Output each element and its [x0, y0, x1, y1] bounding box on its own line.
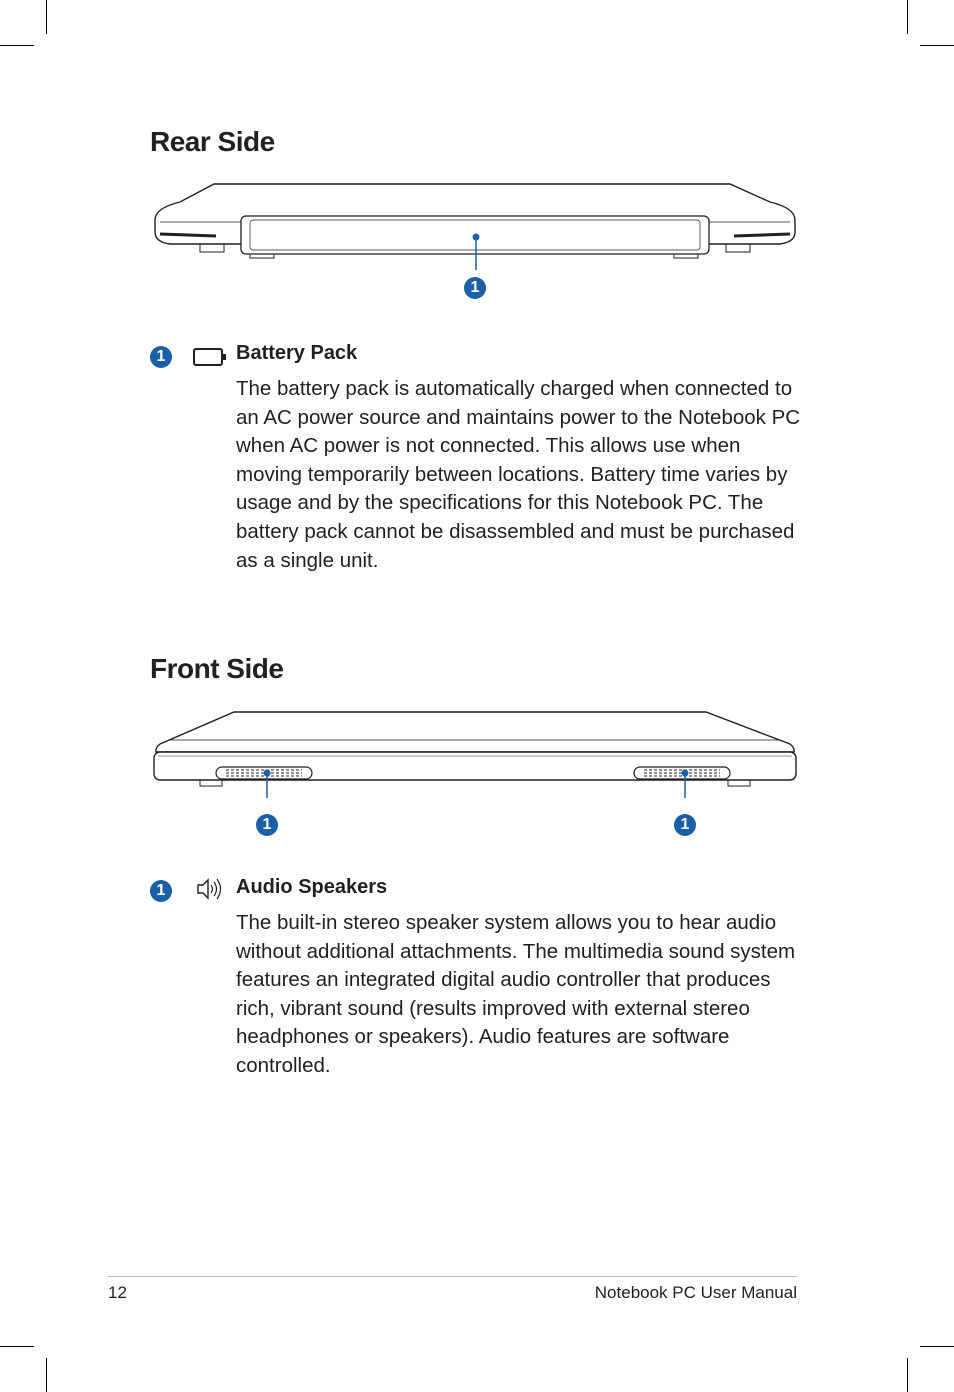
rear-callout-1: 1 — [464, 277, 486, 299]
crop-mark — [907, 0, 908, 34]
battery-pack-description: The battery pack is automatically charged when connected to an AC power source and maintains power to the Notebook PC when AC power is not connected. This allows use when moving temporarily between locations. Battery time varies by usage and by the specifications for this Notebook PC. The battery pack cannot be disassembled and must be purchased as a single unit. — [236, 377, 801, 572]
crop-mark — [920, 45, 954, 46]
crop-mark — [0, 1346, 34, 1347]
rear-side-title: Rear Side — [150, 126, 275, 157]
crop-mark — [46, 1358, 47, 1392]
front-side-title: Front Side — [150, 653, 284, 684]
manual-title: Notebook PC User Manual — [594, 1283, 797, 1302]
audio-speakers-description: The built-in stereo speaker system allows you to hear audio without additional attachments. The multimedia sound system features an integrated digital audio controller that produces rich, vibrant sound (results improved with external stereo headphones or speakers). Audio features are software controlled. — [236, 911, 796, 1077]
battery-pack-title: Battery Pack — [236, 342, 358, 364]
battery-item-number: 1 — [150, 346, 172, 368]
speaker-icon — [195, 876, 223, 902]
front-side-diagram — [150, 708, 800, 798]
speaker-item-number: 1 — [150, 880, 172, 902]
crop-mark — [907, 1358, 908, 1392]
crop-mark — [920, 1346, 954, 1347]
front-callout-left: 1 — [256, 814, 278, 836]
front-callout-right: 1 — [674, 814, 696, 836]
audio-speakers-title: Audio Speakers — [236, 876, 388, 898]
page-number: 12 — [108, 1283, 127, 1302]
rear-side-diagram — [150, 180, 800, 270]
crop-mark — [46, 0, 47, 34]
battery-icon — [193, 347, 227, 367]
footer-divider — [108, 1276, 797, 1277]
crop-mark — [0, 45, 34, 46]
